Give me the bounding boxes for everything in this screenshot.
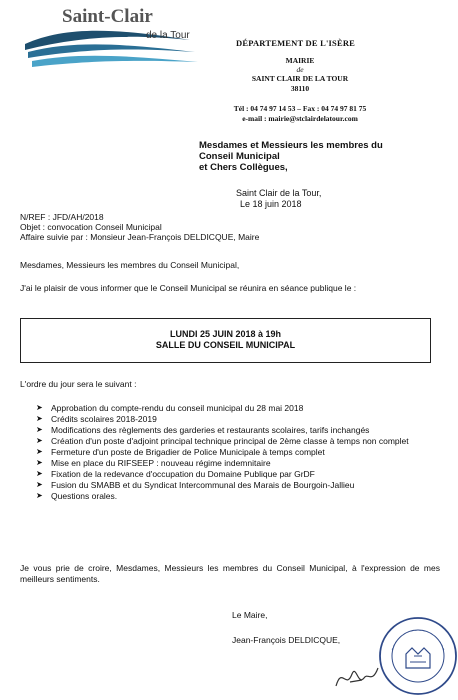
arrow-bullet-icon: ➤ [36,469,43,478]
logo-title: Saint-Clair [62,6,153,27]
logo-subtitle: de la Tour [146,30,190,41]
signature-role: Le Maire, [232,610,268,620]
arrow-bullet-icon: ➤ [36,480,43,489]
meeting-place: SALLE DU CONSEIL MUNICIPAL [155,340,296,350]
agenda-list [36,403,436,502]
meeting-date: LUNDI 25 JUIN 2018 à 19h [169,329,282,339]
town-name: SAINT CLAIR DE LA TOUR [251,74,349,83]
closing-paragraph: Je vous prie de croire, Mesdames, Messieurs les membres du Conseil Municipal, à l'expression de mes meilleurs sentiments. [20,563,440,584]
recipients-line: Conseil Municipal [199,151,280,162]
signature-name: Jean-François DELDICQUE, [232,635,341,645]
recipients-block [199,140,383,173]
arrow-bullet-icon: ➤ [36,491,43,500]
arrow-bullet-icon: ➤ [36,425,43,434]
agenda-item: ➤ Questions orales. [36,491,118,501]
department-heading: DÉPARTEMENT DE L'ISÈRE [236,38,356,48]
agenda-item: ➤ Fermeture d'un poste de Brigadier de Police Municipale à temps complet [36,447,325,457]
arrow-bullet-icon: ➤ [36,403,43,412]
letter-date: Le 18 juin 2018 [240,199,302,209]
date-block [236,188,321,210]
meeting-box [20,318,431,363]
recipients-line: Mesdames et Messieurs les membres du [199,140,383,151]
arrow-bullet-icon: ➤ [36,447,43,456]
recipients-line: et Chers Collègues, [199,162,288,173]
affaire-suivie: Affaire suivie par : Monsieur Jean-François DELDICQUE, Maire [20,232,260,242]
official-stamp [374,610,458,700]
agenda-item: ➤ Mise en place du RIFSEEP : nouveau régime indemnitaire [36,458,271,468]
nref: N/REF : JFD/AH/2018 [20,212,104,222]
agenda-item: ➤ Création d'un poste d'adjoint principal technique principal de 2ème classe à temps non complet [36,436,409,446]
agenda-intro: L'ordre du jour sera le suivant : [20,379,137,389]
place: Saint Clair de la Tour, [236,188,322,198]
agenda-item: ➤ Fusion du SMABB et du Syndicat Intercommunal des Marais de Bourgoin-Jallieu [36,480,355,490]
phone-fax: Tél : 04 74 97 14 53 – Fax : 04 74 97 81 75 [233,104,367,113]
de-label: de [296,65,304,74]
arrow-bullet-icon: ➤ [36,436,43,445]
arrow-bullet-icon: ➤ [36,414,43,423]
references [20,212,259,242]
intro-paragraph: J'ai le plaisir de vous informer que le Conseil Municipal se réunira en séance publique le : [20,283,357,293]
objet: Objet : convocation Conseil Municipal [20,222,162,232]
salutation: Mesdames, Messieurs les membres du Conseil Municipal, [20,260,240,270]
agenda-item: ➤ Fixation de la redevance d'occupation du Domaine Publique par GrDF [36,469,315,479]
email: e-mail : mairie@stclairdelatour.com [242,114,358,123]
agenda-item: ➤ Approbation du compte-rendu du conseil municipal du 28 mai 2018 [36,403,304,413]
arrow-bullet-icon: ➤ [36,458,43,467]
agenda-item: ➤ Crédits scolaires 2018-2019 [36,414,157,424]
mairie-label: MAIRIE [285,56,315,65]
postcode: 38110 [290,84,310,93]
agenda-item: ➤ Modifications des règlements des garderies et restaurants scolaires, tarifs inchangés [36,425,370,435]
